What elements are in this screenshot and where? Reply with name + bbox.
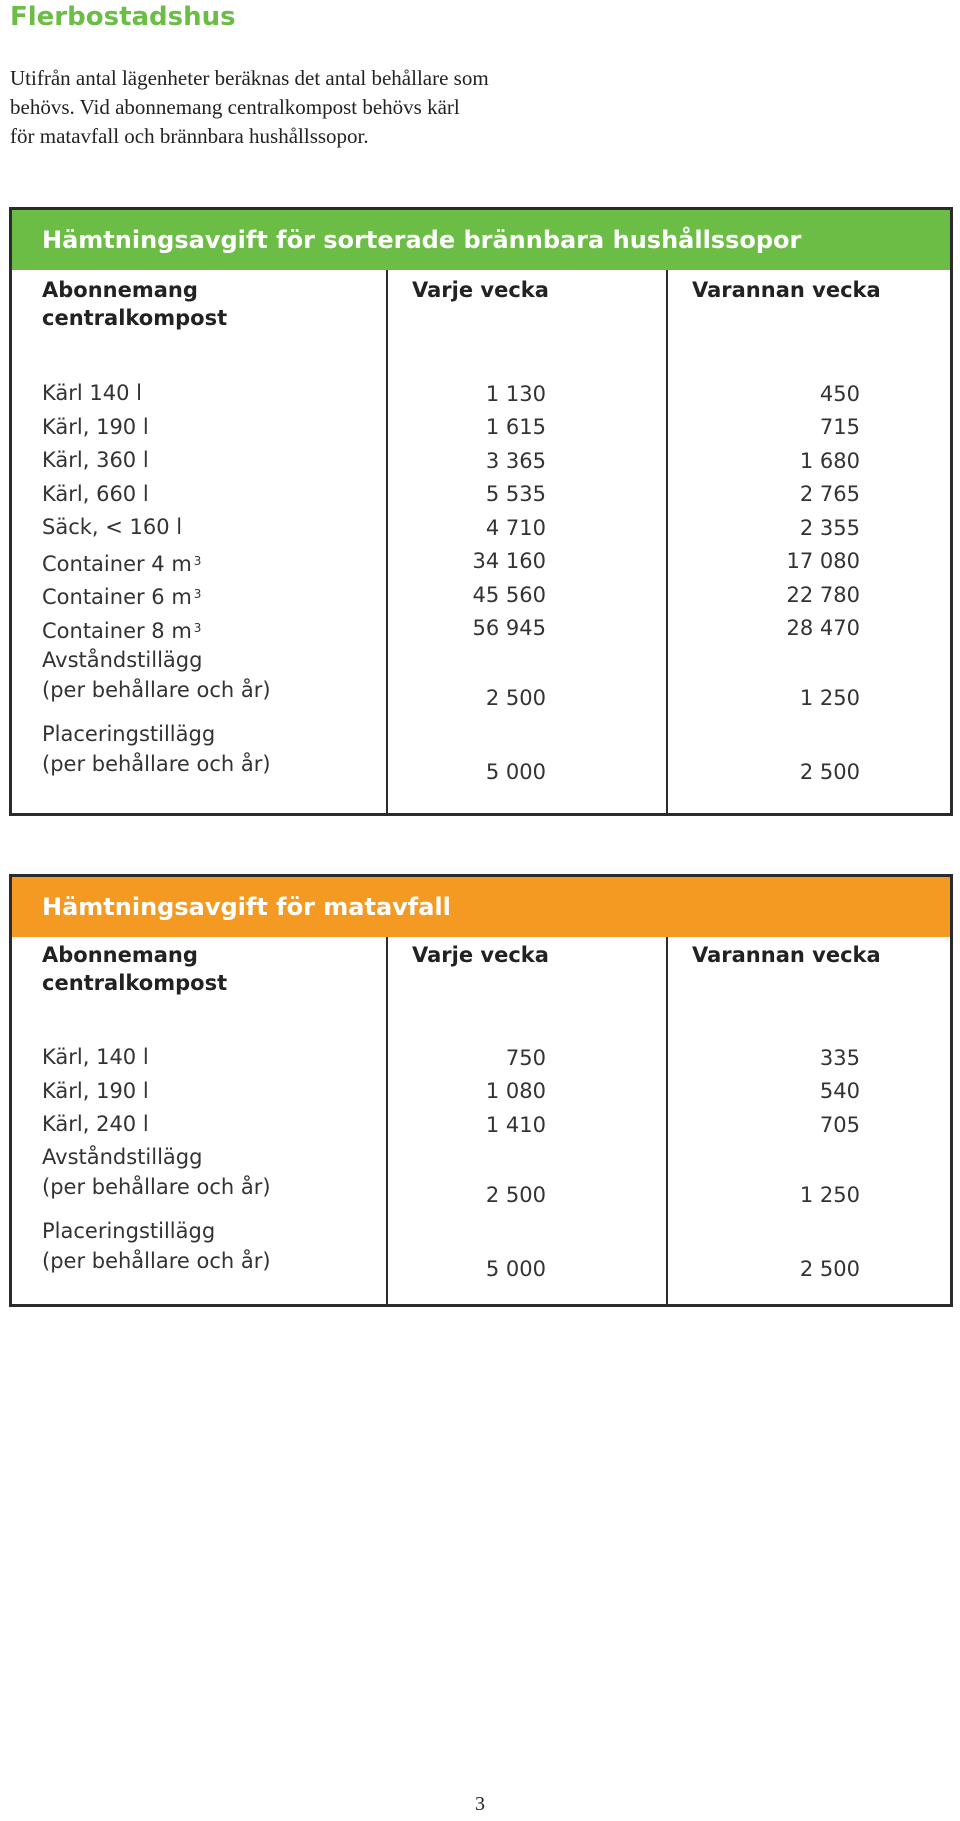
row-label <box>42 578 201 614</box>
row-label <box>42 478 149 511</box>
weekly-fee: 1 615 <box>485 415 546 439</box>
weekly-fee: 45 560 <box>472 582 546 607</box>
table-row <box>12 578 950 612</box>
row-label-text: Kärl, 660 l <box>42 481 149 506</box>
row-label <box>42 444 149 477</box>
biweekly-fee: 2 355 <box>799 515 860 540</box>
row-label-text: Kärl, 360 l <box>42 448 149 472</box>
unit-superscript: 3 <box>193 620 202 635</box>
weekly-fee: 5 000 <box>485 1256 546 1281</box>
fee-table-food-waste <box>9 874 953 1307</box>
column-header-weekly: Varje vecka <box>412 943 549 967</box>
biweekly-fee: 705 <box>819 1112 860 1137</box>
row-label-note: (per behållare och år) <box>42 1248 271 1273</box>
biweekly-fee: 1 680 <box>799 448 860 473</box>
column-header-biweekly: Varannan vecka <box>692 278 881 302</box>
row-label-text: Kärl, 190 l <box>42 414 149 439</box>
weekly-fee: 56 945 <box>472 616 546 640</box>
row-label-text: Avståndstillägg <box>42 648 203 672</box>
fee-table-burnable <box>9 207 953 816</box>
row-label <box>42 1216 271 1276</box>
biweekly-fee: 28 470 <box>786 616 860 640</box>
row-label <box>42 1108 149 1141</box>
row-label <box>42 1041 149 1074</box>
row-label <box>42 645 271 705</box>
weekly-fee: 34 160 <box>472 549 546 573</box>
biweekly-fee: 2 500 <box>799 1256 860 1281</box>
column-header-subscription <box>42 941 227 997</box>
row-label <box>42 511 182 544</box>
row-label-text: Container 6 m <box>42 585 192 609</box>
weekly-fee: 2 500 <box>485 1182 546 1207</box>
biweekly-fee: 540 <box>819 1079 860 1103</box>
unit-superscript: 3 <box>193 553 202 568</box>
table-row <box>12 1216 950 1290</box>
weekly-fee: 3 365 <box>485 448 546 473</box>
weekly-fee: 1 410 <box>485 1112 546 1137</box>
row-label-text: Container 8 m <box>42 618 192 643</box>
biweekly-fee: 2 500 <box>799 760 860 784</box>
weekly-fee: 1 130 <box>485 381 546 406</box>
weekly-fee: 2 500 <box>485 686 546 710</box>
biweekly-fee: 335 <box>819 1045 860 1070</box>
table-row <box>12 377 950 411</box>
column-header-line: centralkompost <box>42 971 228 995</box>
row-label-text: Säck, < 160 l <box>42 515 183 539</box>
table-row <box>12 645 950 719</box>
row-label <box>42 377 142 410</box>
row-label-text: Kärl, 190 l <box>42 1078 149 1103</box>
column-header-line: Abonnemang <box>42 278 198 302</box>
table-row <box>12 612 950 646</box>
biweekly-fee: 1 250 <box>799 1182 860 1207</box>
table-body <box>12 1041 950 1290</box>
row-label-text: Kärl 140 l <box>42 381 143 405</box>
unit-superscript: 3 <box>193 587 202 601</box>
column-header-biweekly: Varannan vecka <box>692 943 881 967</box>
row-label <box>42 411 149 444</box>
table-row <box>12 478 950 512</box>
table-row <box>12 511 950 545</box>
biweekly-fee: 450 <box>819 381 860 406</box>
table-row <box>12 545 950 579</box>
row-label-text: Container 4 m <box>42 551 192 576</box>
table-row <box>12 719 950 793</box>
page-title: Flerbostadshus <box>10 2 236 32</box>
weekly-fee: 5 000 <box>485 760 546 784</box>
table-title: Hämtningsavgift för matavfall <box>12 877 950 937</box>
table-row <box>12 411 950 445</box>
weekly-fee: 5 535 <box>485 482 546 506</box>
table-row <box>12 1142 950 1216</box>
row-label-note: (per behållare och år) <box>42 1174 271 1199</box>
row-label-text: Placeringstillägg <box>42 1218 216 1243</box>
column-header-line: Abonnemang <box>42 943 198 967</box>
intro-paragraph <box>10 64 610 151</box>
column-header-subscription <box>42 276 227 332</box>
biweekly-fee: 22 780 <box>786 582 860 607</box>
biweekly-fee: 715 <box>819 415 860 439</box>
intro-line: behövs. Vid abonnemang centralkompost behövs kärl <box>10 95 460 119</box>
table-title: Hämtningsavgift för sorterade brännbara hushållssopor <box>12 210 950 270</box>
column-header-line: centralkompost <box>42 306 228 330</box>
biweekly-fee: 17 080 <box>786 549 860 573</box>
row-label-text: Avståndstillägg <box>42 1144 203 1169</box>
row-label <box>42 545 201 581</box>
intro-line: Utifrån antal lägenheter beräknas det antal behållare som <box>10 66 489 90</box>
row-label-text: Kärl, 240 l <box>42 1112 149 1136</box>
row-label <box>42 612 201 648</box>
table-row <box>12 1075 950 1109</box>
page-number: 3 <box>475 1793 485 1815</box>
weekly-fee: 1 080 <box>485 1079 546 1103</box>
table-row <box>12 444 950 478</box>
row-label-text: Kärl, 140 l <box>42 1045 149 1069</box>
table-body <box>12 377 950 793</box>
row-label-note: (per behållare och år) <box>42 678 271 702</box>
weekly-fee: 4 710 <box>485 515 546 540</box>
biweekly-fee: 1 250 <box>799 686 860 710</box>
table-row <box>12 1108 950 1142</box>
row-label-text: Placeringstillägg <box>42 722 216 746</box>
table-row <box>12 1041 950 1075</box>
row-label <box>42 1142 271 1202</box>
weekly-fee: 750 <box>505 1045 546 1070</box>
column-header-weekly: Varje vecka <box>412 278 549 302</box>
row-label <box>42 1075 149 1108</box>
row-label-note: (per behållare och år) <box>42 752 271 776</box>
intro-line: för matavfall och brännbara hushållssopor. <box>10 124 369 148</box>
row-label <box>42 719 271 779</box>
biweekly-fee: 2 765 <box>799 482 860 506</box>
